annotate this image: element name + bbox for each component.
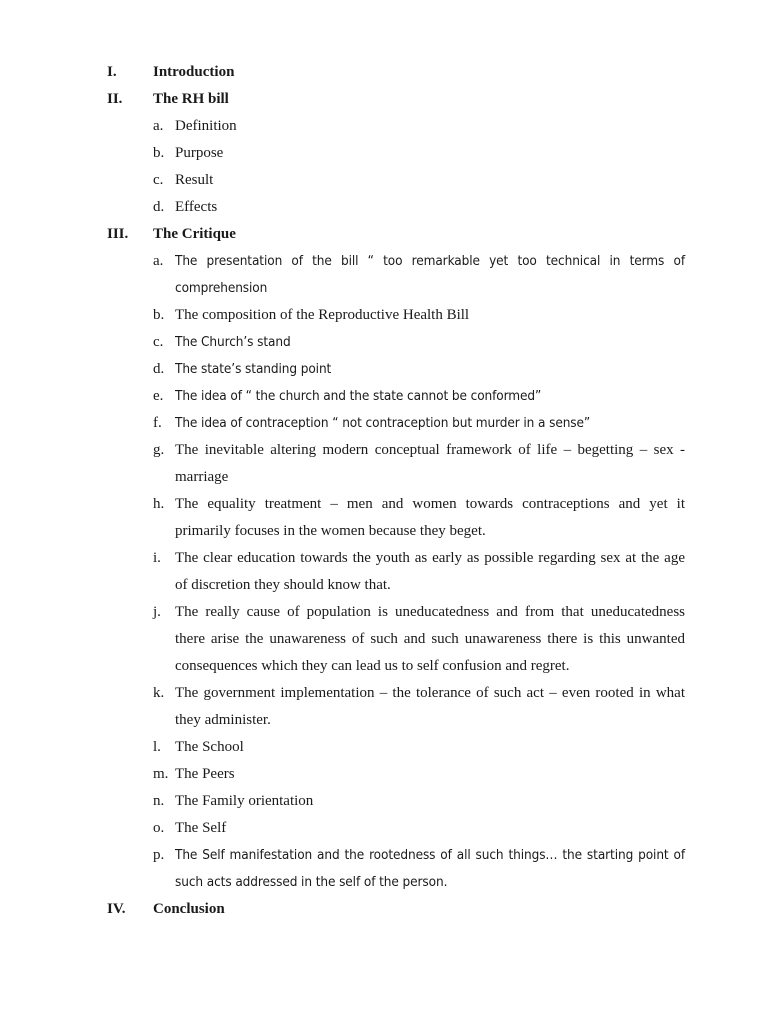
list-item [153, 383, 685, 410]
item-text: The really cause of population is uneducatedness and from that uneducatedness there arise the unawareness of such and such unawareness there is this unwanted consequences which they can lead us to self confusion and regret. [175, 604, 685, 674]
section-numeral: II. [107, 91, 123, 107]
section-heading: The RH bill [153, 91, 229, 107]
item-text: Result [175, 172, 214, 188]
item-letter: f. [153, 415, 162, 431]
item-letter: j. [153, 604, 161, 620]
item-letter: o. [153, 820, 165, 836]
item-text: The Self manifestation and the rootedness of all such things… the starting point of such acts addressed in the self of the person. [175, 847, 685, 890]
list-item [153, 788, 685, 815]
section-heading: The Critique [153, 226, 236, 242]
item-letter: h. [153, 496, 165, 512]
list-item [153, 680, 685, 734]
item-letter: m. [153, 766, 169, 782]
item-letter: c. [153, 172, 164, 188]
list-item [153, 113, 685, 140]
list-item [153, 194, 685, 221]
item-letter: p. [153, 847, 165, 863]
item-letter: i. [153, 550, 161, 566]
section-heading: Introduction [153, 64, 235, 80]
section-numeral: I. [107, 64, 117, 80]
item-letter: g. [153, 442, 165, 458]
list-item [153, 302, 685, 329]
item-text: The clear education towards the youth as early as possible regarding sex at the age of discretion they should know that. [175, 550, 685, 593]
item-text: The School [175, 739, 244, 755]
item-letter: b. [153, 307, 165, 323]
list-item [153, 734, 685, 761]
item-letter: l. [153, 739, 161, 755]
item-text: The Peers [175, 766, 235, 782]
outline [107, 59, 685, 923]
list-item [153, 329, 685, 356]
section-numeral: IV. [107, 901, 126, 917]
section-heading: Conclusion [153, 901, 225, 917]
list-item [153, 545, 685, 599]
item-text: The Church’s stand [175, 334, 291, 350]
item-text: The equality treatment – men and women towards contraceptions and yet it primarily focuses in the women because they beget. [175, 496, 685, 539]
item-text: Definition [175, 118, 237, 134]
item-text: Purpose [175, 145, 224, 161]
list-item [153, 491, 685, 545]
item-text: The presentation of the bill “ too remarkable yet too technical in terms of comprehension [175, 253, 685, 296]
section-conclusion [107, 896, 685, 923]
list-item [153, 248, 685, 302]
section-rh-bill [107, 86, 685, 113]
item-text: The idea of contraception “ not contraception but murder in a sense” [175, 415, 591, 431]
item-text: The Self [175, 820, 227, 836]
item-text: Effects [175, 199, 218, 215]
list-item [153, 437, 685, 491]
item-letter: c. [153, 334, 164, 350]
list-item [153, 842, 685, 896]
section-critique [107, 221, 685, 248]
item-text: The inevitable altering modern conceptual framework of life – begetting – sex - marriage [175, 442, 685, 485]
item-letter: a. [153, 118, 164, 134]
item-text: The state’s standing point [175, 361, 332, 377]
item-text: The composition of the Reproductive Health Bill [175, 307, 470, 323]
item-letter: k. [153, 685, 165, 701]
list-item [153, 167, 685, 194]
list-item [153, 410, 685, 437]
item-text: The Family orientation [175, 793, 314, 809]
item-letter: d. [153, 199, 165, 215]
list-item [153, 761, 685, 788]
section-introduction [107, 59, 685, 86]
list-item [153, 815, 685, 842]
list-item [153, 140, 685, 167]
list-item [153, 356, 685, 383]
list-item [153, 599, 685, 680]
item-text: The government implementation – the tolerance of such act – even rooted in what they administer. [175, 685, 685, 728]
item-letter: d. [153, 361, 165, 377]
item-text: The idea of “ the church and the state cannot be conformed” [175, 388, 542, 404]
section-numeral: III. [107, 226, 129, 242]
item-letter: a. [153, 253, 164, 269]
item-letter: b. [153, 145, 165, 161]
item-letter: e. [153, 388, 164, 404]
item-letter: n. [153, 793, 165, 809]
